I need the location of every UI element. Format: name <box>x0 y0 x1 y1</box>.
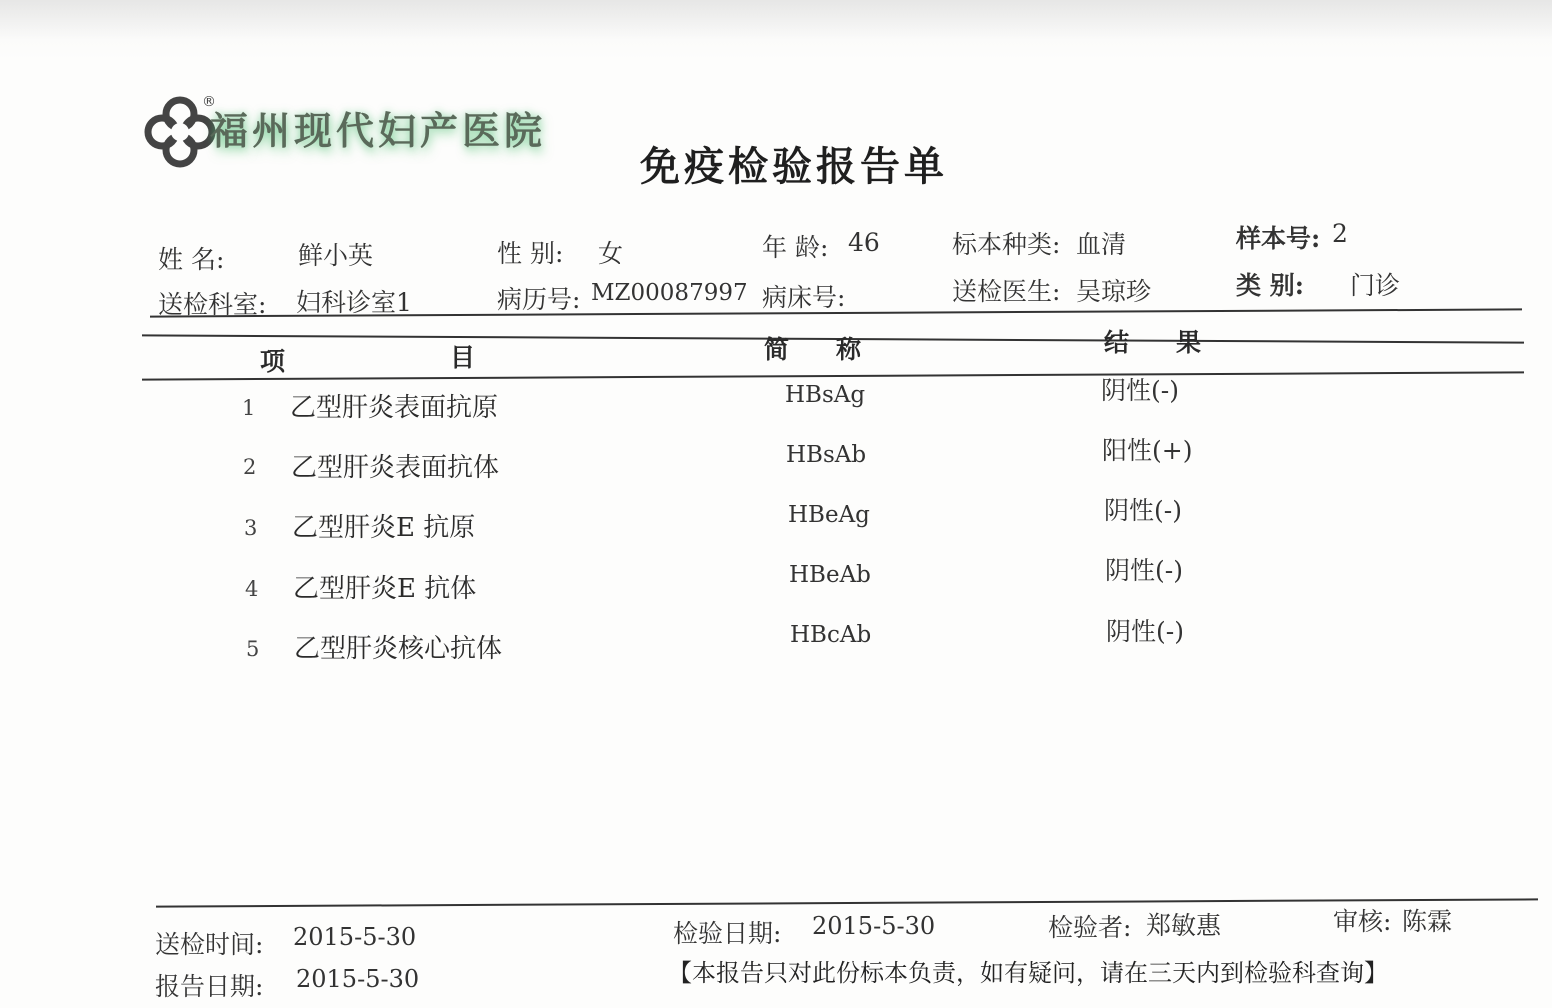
dept-value: 妇科诊室1 <box>296 288 412 317</box>
item-name: 乙型肝炎E 抗原 <box>292 513 476 543</box>
test-date-label: 检验日期: <box>673 919 782 948</box>
category-value: 门诊 <box>1350 271 1401 300</box>
age-label: 年 龄: <box>762 233 829 262</box>
item-abbr: HBcAb <box>790 622 872 648</box>
item-abbr: HBeAg <box>788 502 870 528</box>
paper-crease <box>0 0 1552 40</box>
item-name: 乙型肝炎核心抗体 <box>294 634 503 664</box>
reviewer-value: 陈霖 <box>1402 907 1453 936</box>
name-value: 鲜小英 <box>298 241 374 270</box>
tester-value: 郑敏惠 <box>1146 911 1222 940</box>
hospital-name: 福州现代妇产医院 <box>210 108 547 153</box>
header-abbr-b: 称 <box>836 335 862 364</box>
category-label: 类 别: <box>1236 271 1304 300</box>
row-number: 4 <box>245 577 259 601</box>
record-label: 病历号: <box>497 285 581 314</box>
row-number: 1 <box>242 396 256 420</box>
disclaimer-notice: 【本报告只对此份标本负责，如有疑问，请在三天内到检验科查询】 <box>668 959 1388 987</box>
hospital-emblem-icon <box>140 92 220 172</box>
header-item-a: 项 <box>260 347 286 376</box>
item-result: 阴性(-) <box>1106 617 1184 646</box>
report-date-value: 2015-5-30 <box>296 965 420 993</box>
tester-label: 检验者: <box>1048 913 1132 942</box>
item-abbr: HBeAb <box>789 562 871 588</box>
bed-label: 病床号: <box>762 283 846 312</box>
name-label: 姓 名: <box>158 245 225 274</box>
item-result: 阳性(+) <box>1102 436 1193 465</box>
header-item-b: 目 <box>450 343 476 372</box>
item-name: 乙型肝炎E 抗体 <box>293 574 477 604</box>
item-abbr: HBsAg <box>785 382 866 408</box>
header-result-a: 结 <box>1104 328 1130 357</box>
specimen-value: 血清 <box>1076 230 1127 259</box>
record-value: MZ00087997 <box>591 280 748 306</box>
row-number: 5 <box>246 637 260 661</box>
sample-label: 样本号: <box>1236 224 1321 253</box>
item-result: 阴性(-) <box>1104 496 1182 525</box>
item-result: 阴性(-) <box>1105 556 1183 585</box>
report-title: 免疫检验报告单 <box>640 143 948 190</box>
submit-time-label: 送检时间: <box>155 930 264 959</box>
doctor-value: 吴琼珍 <box>1076 277 1152 306</box>
item-name: 乙型肝炎表面抗原 <box>290 393 499 423</box>
header-result-b: 果 <box>1176 328 1202 357</box>
report-date-label: 报告日期: <box>155 972 264 1001</box>
svg-text:®: ® <box>202 94 216 110</box>
specimen-label: 标本种类: <box>952 230 1061 259</box>
gender-value: 女 <box>598 239 624 268</box>
reviewer-label: 审核: <box>1333 907 1392 936</box>
test-date-value: 2015-5-30 <box>812 912 936 940</box>
age-value: 46 <box>848 228 880 257</box>
item-abbr: HBsAb <box>786 442 867 468</box>
sample-value: 2 <box>1332 219 1348 248</box>
header-abbr-a: 简 <box>764 335 790 364</box>
gender-label: 性 别: <box>497 239 564 268</box>
row-number: 3 <box>244 516 258 540</box>
dept-label: 送检科室: <box>158 290 267 319</box>
item-result: 阴性(-) <box>1101 376 1179 405</box>
item-name: 乙型肝炎表面抗体 <box>291 453 500 483</box>
doctor-label: 送检医生: <box>952 277 1061 306</box>
row-number: 2 <box>243 455 257 479</box>
submit-time-value: 2015-5-30 <box>293 923 417 951</box>
